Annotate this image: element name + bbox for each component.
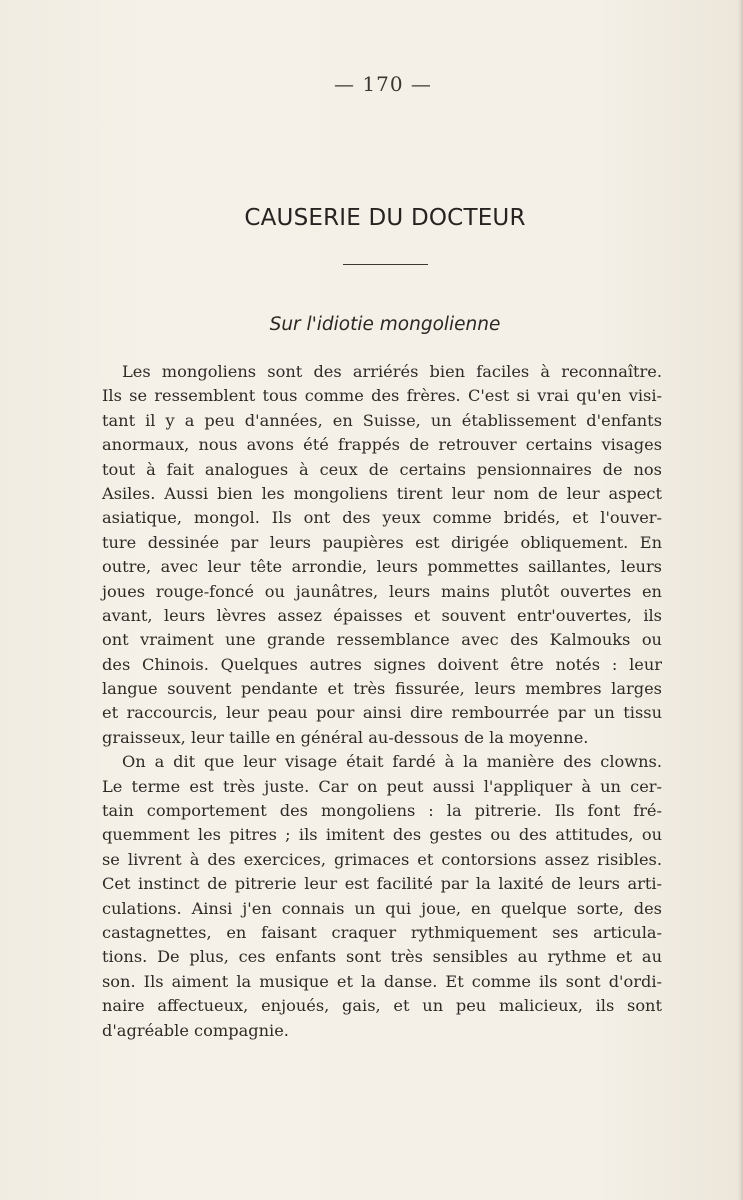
article-body	[102, 360, 662, 1043]
text-line: Cet instinct de pitrerie leur est facilité par la laxité de leurs arti-	[102, 874, 662, 894]
text-line: outre, avec leur tête arrondie, leurs pommettes saillantes, leurs	[102, 557, 662, 577]
text-line: d'agréable compagnie.	[102, 1020, 289, 1040]
text-line: anormaux, nous avons été frappés de retrouver certains visages	[102, 435, 662, 455]
paragraph	[102, 750, 662, 1043]
text-line: graisseux, leur taille en général au-dessous de la moyenne.	[102, 727, 589, 747]
text-line: Ils se ressemblent tous comme des frères. C'est si vrai qu'en visi-	[102, 386, 662, 406]
page-title: CAUSERIE DU DOCTEUR	[244, 205, 526, 231]
title-divider	[343, 264, 428, 265]
text-line: castagnettes, en faisant craquer rythmiquement ses articula-	[102, 922, 662, 942]
text-line: se livrent à des exercices, grimaces et contorsions assez risibles.	[102, 849, 662, 869]
text-line: tant il y a peu d'années, en Suisse, un établissement d'enfants	[102, 410, 662, 430]
article-subtitle: Sur l'idiotie mongolienne	[269, 314, 501, 335]
text-line: culations. Ainsi j'en connais un qui joue, en quelque sorte, des	[102, 898, 662, 918]
text-line: naire affectueux, enjoués, gais, et un peu malicieux, ils sont	[102, 996, 662, 1016]
paragraph	[102, 360, 662, 750]
text-line: ture dessinée par leurs paupières est dirigée obliquement. En	[102, 532, 662, 552]
text-line: et raccourcis, leur peau pour ainsi dire rembourrée par un tissu	[102, 703, 662, 723]
page-edge-shadow	[738, 0, 743, 1200]
text-line: quemment les pitres ; ils imitent des gestes ou des attitudes, ou	[102, 825, 662, 845]
text-line: ont vraiment une grande ressemblance avec des Kalmouks ou	[102, 630, 662, 650]
text-line: Le terme est très juste. Car on peut aussi l'appliquer à un cer-	[102, 776, 662, 796]
text-line: tions. De plus, ces enfants sont très sensibles au rythme et au	[102, 947, 662, 967]
text-line: des Chinois. Quelques autres signes doivent être notés : leur	[102, 654, 662, 674]
page-number: — 170 —	[334, 72, 432, 96]
text-line: On a dit que leur visage était fardé à la manière des clowns.	[122, 752, 662, 772]
text-line: tain comportement des mongoliens : la pitrerie. Ils font fré-	[102, 801, 662, 821]
text-line: joues rouge-foncé ou jaunâtres, leurs mains plutôt ouvertes en	[102, 581, 662, 601]
text-line: avant, leurs lèvres assez épaisses et souvent entr'ouvertes, ils	[102, 605, 662, 625]
text-line: tout à fait analogues à ceux de certains pensionnaires de nos	[102, 459, 662, 479]
text-line: langue souvent pendante et très fissurée, leurs membres larges	[102, 679, 662, 699]
text-line: Asiles. Aussi bien les mongoliens tirent leur nom de leur aspect	[102, 483, 662, 503]
text-line: son. Ils aiment la musique et la danse. Et comme ils sont d'ordi-	[102, 971, 662, 991]
text-line: Les mongoliens sont des arriérés bien faciles à reconnaître.	[122, 362, 662, 381]
text-line: asiatique, mongol. Ils ont des yeux comme bridés, et l'ouver-	[102, 508, 662, 528]
